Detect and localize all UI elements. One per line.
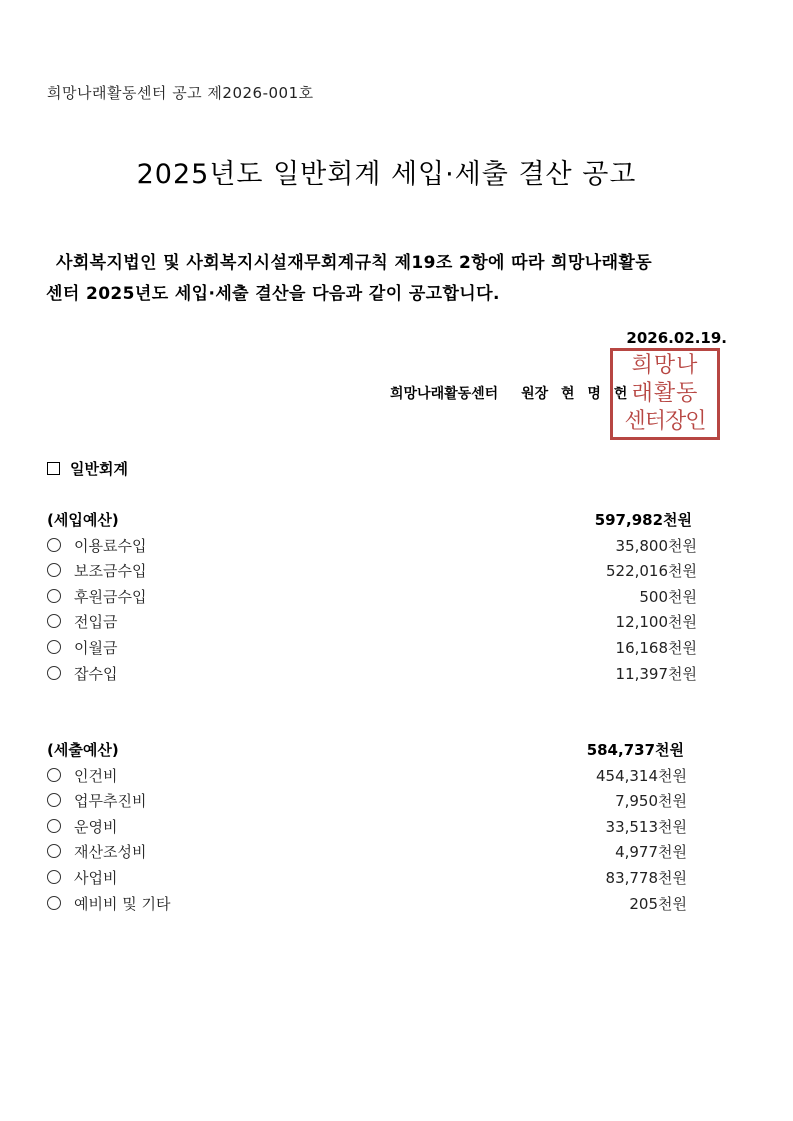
circle-bullet-icon	[47, 589, 61, 603]
expense-item-amount: 205천원	[629, 894, 687, 913]
expense-item-label: 운영비	[74, 817, 118, 836]
expense-item-label: 인건비	[74, 766, 118, 785]
income-item-label: 이월금	[74, 638, 118, 657]
expense-item-amount: 83,778천원	[605, 868, 687, 887]
expense-title: (세출예산)	[47, 741, 119, 759]
signer-name-3: 헌	[613, 386, 628, 402]
income-item-amount: 11,397천원	[615, 664, 697, 683]
income-header-row	[47, 509, 697, 535]
income-item-label: 보조금수입	[74, 562, 147, 581]
signer-position: 원장	[521, 386, 549, 402]
income-row	[47, 586, 697, 612]
square-bullet-icon	[47, 462, 60, 475]
circle-bullet-icon	[47, 844, 61, 858]
section-heading	[47, 458, 128, 479]
expense-row	[47, 841, 687, 867]
expense-total: 584,737천원	[586, 741, 684, 759]
income-row	[47, 611, 697, 637]
stamp-line-3: 센터장인	[624, 409, 706, 434]
expense-item-label: 업무추진비	[74, 792, 147, 811]
expense-row	[47, 816, 687, 842]
circle-bullet-icon	[47, 640, 61, 654]
income-item-amount: 12,100천원	[615, 613, 697, 632]
expense-item-amount: 4,977천원	[615, 843, 687, 862]
income-item-amount: 35,800천원	[615, 536, 697, 555]
signer-name-1: 현	[561, 386, 575, 402]
circle-bullet-icon	[47, 614, 61, 628]
expense-header-row	[47, 739, 687, 765]
income-item-amount: 500천원	[639, 587, 697, 606]
expense-row	[47, 867, 687, 893]
expense-budget	[47, 739, 687, 918]
income-row	[47, 535, 697, 561]
circle-bullet-icon	[47, 666, 61, 680]
signer-name-2: 명	[587, 386, 601, 402]
expense-row	[47, 765, 687, 791]
document-title: 2025년도 일반회계 세입·세출 결산 공고	[136, 159, 637, 190]
notice-body-line-2: 센터 2025년도 세입·세출 결산을 다음과 같이 공고합니다.	[46, 284, 500, 304]
income-title: (세입예산)	[47, 511, 119, 529]
notice-body-line-1: 사회복지법인 및 사회복지시설재무회계규칙 제19조 2항에 따라 희망나래활동	[56, 253, 653, 273]
circle-bullet-icon	[47, 563, 61, 577]
circle-bullet-icon	[47, 896, 61, 910]
notice-date: 2026.02.19.	[626, 329, 727, 347]
circle-bullet-icon	[47, 768, 61, 782]
expense-item-amount: 454,314천원	[595, 766, 687, 785]
section-title: 일반회계	[70, 460, 128, 478]
income-item-label: 이용료수입	[74, 536, 147, 555]
stamp-line-2: 래활동	[631, 381, 699, 406]
expense-row	[47, 893, 687, 919]
circle-bullet-icon	[47, 870, 61, 884]
income-row	[47, 663, 697, 689]
expense-item-label: 예비비 및 기타	[74, 894, 171, 913]
signer	[390, 383, 627, 403]
circle-bullet-icon	[47, 819, 61, 833]
income-total: 597,982천원	[594, 511, 692, 529]
circle-bullet-icon	[47, 538, 61, 552]
income-item-label: 잡수입	[74, 664, 118, 683]
expense-row	[47, 790, 687, 816]
expense-item-amount: 7,950천원	[615, 792, 687, 811]
stamp-line-1: 희망나	[631, 353, 699, 378]
signer-organization: 희망나래활동센터	[390, 386, 499, 402]
income-row	[47, 560, 697, 586]
income-item-label: 전입금	[74, 613, 118, 632]
income-row	[47, 637, 697, 663]
income-item-amount: 16,168천원	[615, 638, 697, 657]
income-item-amount: 522,016천원	[605, 562, 697, 581]
notice-number: 희망나래활동센터 공고 제2026-001호	[47, 84, 314, 102]
circle-bullet-icon	[47, 793, 61, 807]
expense-item-label: 사업비	[74, 868, 118, 887]
expense-item-label: 재산조성비	[74, 843, 147, 862]
income-budget	[47, 509, 697, 688]
expense-item-amount: 33,513천원	[605, 817, 687, 836]
notice-body	[46, 248, 736, 310]
income-item-label: 후원금수입	[74, 587, 147, 606]
